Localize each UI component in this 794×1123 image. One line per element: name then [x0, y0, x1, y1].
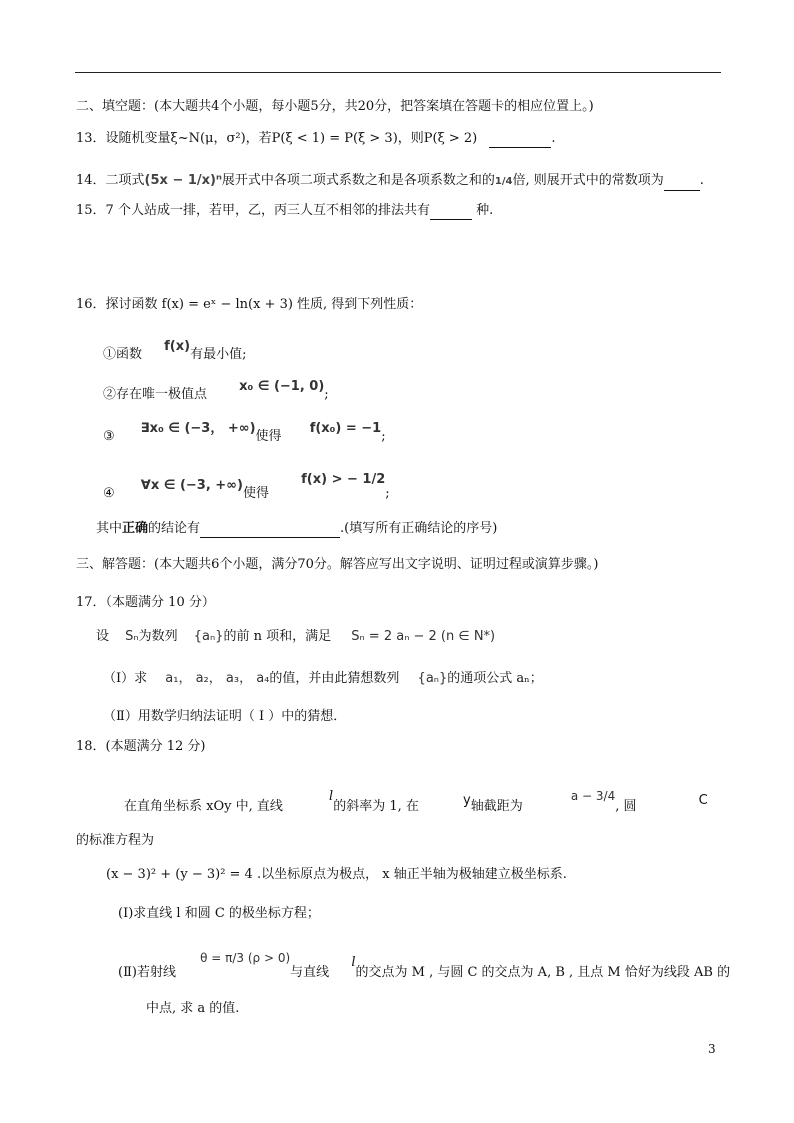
property-2-a: ②存在唯一极值点 — [103, 387, 208, 402]
question-18-line-2: 的标准方程为 — [76, 833, 155, 848]
property-1 — [103, 339, 247, 364]
q17-math-an: {aₙ} — [193, 629, 224, 644]
question-18-part-1: (Ⅰ)求直线 l 和圆 C 的极坐标方程； — [118, 906, 320, 921]
section-2-heading: 二、填空题：(本大题共4个小题，每小题5分，共20分，把答案填在答题卡的相应位置上。) — [76, 99, 594, 114]
property-3-math-2: f(x₀) = −1 — [309, 421, 382, 436]
q18-l1-d: , 圆 — [615, 799, 637, 814]
binomial-expression: (5x − 1/x)ⁿ — [144, 173, 222, 188]
question-15 — [76, 202, 493, 220]
question-15-text: 15．7 个人站成一排，若甲，乙，丙三人互不相邻的排法共有 — [76, 203, 430, 218]
q17-math-relation: Sₙ = 2 aₙ − 2 (n ∈ N*) — [351, 629, 496, 644]
q17-stem-c: 的前 n 项和，满足 — [223, 629, 332, 644]
property-1-math: f(x) — [164, 339, 191, 354]
property-4-a: ④ — [103, 486, 115, 501]
question-14-end: . — [699, 173, 704, 188]
fraction-quarter: 1/4 — [494, 176, 513, 187]
q18-ray-math: θ = π/3 (ρ > 0) — [200, 951, 291, 965]
page-number: 3 — [708, 1042, 716, 1056]
property-1-a: ①函数 — [103, 347, 143, 362]
q18-l1-a: 在直角坐标系 xOy 中, 直线 — [124, 799, 283, 814]
answer-blank — [664, 176, 700, 191]
q17-p1-math: a₁， a₂， a₃， a₄ — [165, 671, 270, 686]
q17-p1-b: 的值，并由此猜想数列 — [269, 671, 400, 686]
property-2-math: x₀ ∈ (−1, 0) — [239, 379, 325, 394]
property-4-math-1: ∀x ∈ (−3, +∞) — [140, 478, 243, 493]
conclusion-c: 的结论有 — [148, 521, 201, 536]
question-18-line-1 — [124, 789, 708, 816]
property-3-b: 使得 — [255, 429, 282, 444]
question-18-line-3: (x − 3)² + (y − 3)² = 4 .以坐标原点为极点， x 轴正半轴为极轴建立极坐标系. — [106, 867, 567, 882]
question-14-tail: 倍, 则展开式中的常数项为 — [512, 173, 664, 188]
q18-l1-c: 轴截距为 — [470, 799, 523, 814]
q17-stem-a: 设 — [96, 629, 110, 644]
property-3 — [103, 421, 386, 446]
answer-blank — [489, 133, 551, 148]
q18-p2-c: 的交点为 M , 与圆 C 的交点为 A, B , 且点 M 恰好为线段 AB 的 — [355, 965, 731, 980]
property-3-a: ③ — [103, 429, 115, 444]
question-18-title: 18．(本题满分 12 分) — [76, 739, 206, 754]
header-rule — [75, 72, 721, 73]
question-14-mid: 展开式中各项二项式系数之和是各项系数之和的 — [221, 173, 495, 188]
property-4 — [103, 472, 390, 503]
q18-y-axis: y — [463, 793, 471, 808]
q18-p2-line-l: l — [351, 955, 356, 970]
property-1-b: 有最小值; — [190, 347, 247, 362]
conclusion-emphasis: 正确 — [122, 521, 149, 536]
question-15-tail: 种. — [476, 203, 494, 218]
question-13-tail: . — [551, 131, 556, 146]
q17-stem-b: 为数列 — [138, 629, 178, 644]
conclusion-d: .(填写所有正确结论的序号) — [340, 521, 498, 536]
question-13 — [76, 130, 556, 148]
property-4-b: 使得 — [242, 486, 269, 501]
q18-p2-b: 与直线 — [290, 965, 330, 980]
question-17-title: 17．（本题满分 10 分） — [76, 595, 215, 610]
conclusion-a: 其中 — [96, 521, 123, 536]
question-16-conclusion — [96, 520, 497, 538]
question-18-part-2-cont: 中点, 求 a 的值. — [146, 1001, 240, 1016]
q17-math-sn: Sₙ — [125, 629, 139, 644]
q18-p2-a: (Ⅱ)若射线 — [118, 965, 176, 980]
property-2-b: ; — [324, 387, 329, 402]
property-4-math-2: f(x) > − 1/2 — [301, 472, 386, 487]
question-17-part-1 — [103, 670, 543, 688]
answer-blank — [200, 523, 340, 538]
question-17-part-2: （Ⅱ）用数学归纳法证明（ Ⅰ ）中的猜想． — [103, 709, 347, 724]
question-17-stem — [96, 628, 495, 646]
answer-blank — [430, 205, 472, 220]
question-14 — [76, 172, 704, 191]
q18-l1-b: 的斜率为 1, 在 — [333, 799, 419, 814]
question-18-part-2 — [118, 951, 731, 982]
question-13-text: 13．设随机变量ξ~N(μ，σ²)，若P(ξ < 1) = P(ξ > 3)，则P(ξ > 2) — [76, 131, 478, 146]
property-4-c: ; — [385, 486, 390, 501]
property-3-math-1: ∃x₀ ∈ (−3， +∞) — [140, 421, 256, 436]
q17-p1-math-2: {aₙ} — [417, 671, 448, 686]
q17-p1-a: （Ⅰ）求 — [103, 671, 148, 686]
property-3-c: ; — [381, 429, 386, 444]
q18-intercept-math: a − 3/4 — [570, 789, 616, 803]
question-16-lead: 16．探讨函数 f(x) = eˣ − ln(x + 3) 性质, 得到下列性质： — [76, 297, 423, 312]
question-14-lead: 14．二项式 — [76, 173, 145, 188]
q17-p1-c: 的通项公式 aₙ； — [447, 671, 543, 686]
q18-line-l: l — [329, 789, 334, 804]
q18-circle-c: C — [698, 793, 708, 808]
property-2 — [103, 379, 329, 404]
section-3-heading: 三、解答题：(本大题共6个小题，满分70分。解答应写出文字说明、证明过程或演算步骤。) — [76, 557, 599, 572]
